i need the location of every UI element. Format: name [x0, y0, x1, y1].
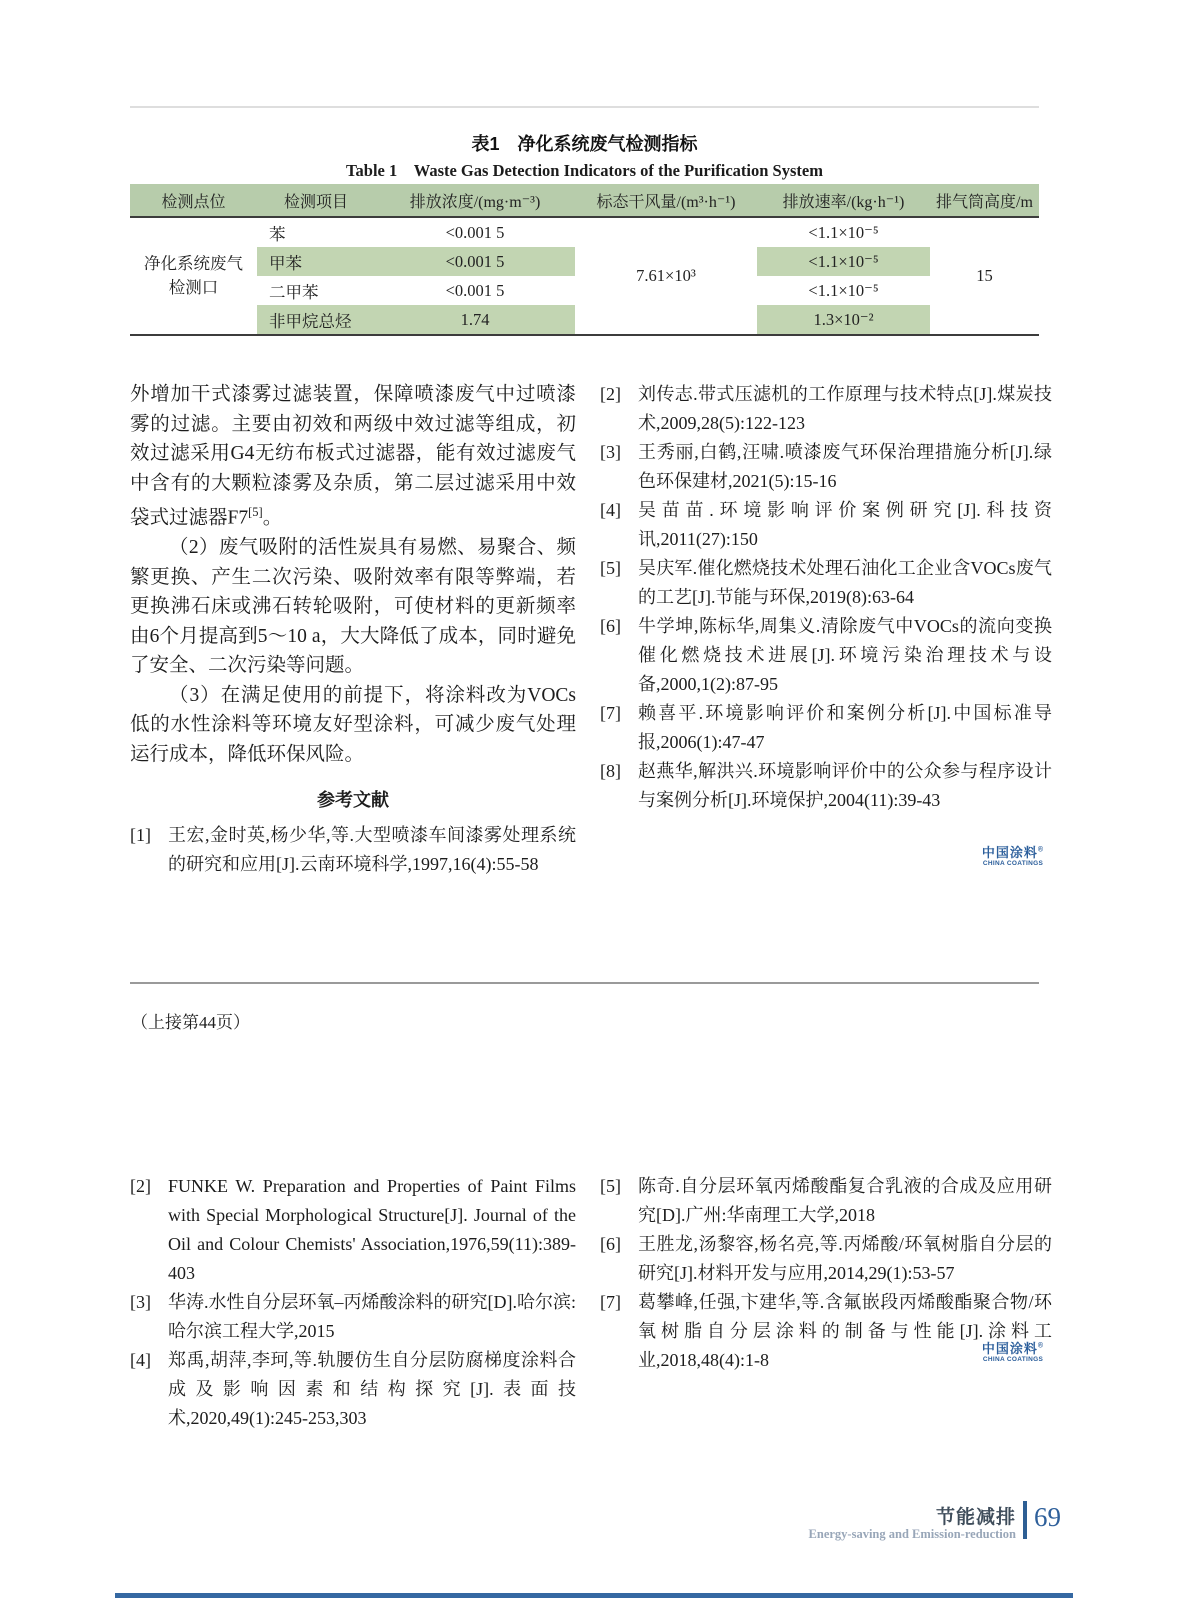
reference-item — [600, 554, 1052, 612]
china-coatings-logo — [978, 846, 1048, 867]
reference-number: [7] — [600, 1292, 621, 1312]
col-header-stack-height: 排气筒高度/m — [930, 184, 1039, 217]
cell-item: 苯 — [269, 224, 286, 244]
reference-item — [600, 1230, 1052, 1288]
col-header-item: 检测项目 — [257, 184, 375, 217]
cell-site: 净化系统废气检测口 — [130, 217, 257, 335]
reference-number: [5] — [600, 558, 621, 578]
reference-text: 陈奇.自分层环氧丙烯酸酯复合乳液的合成及应用研究[D].广州:华南理工大学,2018 — [638, 1176, 1052, 1225]
reference-item — [130, 1346, 576, 1433]
cell-stack-height: 15 — [930, 217, 1039, 335]
body-column-right — [600, 380, 1052, 815]
reference-number: [7] — [600, 703, 621, 723]
reference-number: [6] — [600, 616, 621, 636]
continuation-note: （上接第44页） — [131, 1013, 250, 1032]
reference-number: [4] — [130, 1350, 151, 1370]
cell-item: 非甲烷总烃 — [257, 305, 375, 335]
paragraph-text: 外增加干式漆雾过滤装置，保障喷漆废气中过喷漆雾的过滤。主要由初效和两级中效过滤等组成，初效过滤采用G4无纺布板式过滤器，能有效过滤废气中含有的大颗粒漆雾及杂质，第二层过滤采用中效袋式过滤器F7 — [130, 384, 576, 529]
cell-rate: <1.1×10⁻⁵ — [808, 280, 879, 300]
waste-gas-table — [130, 184, 1039, 336]
logo-text-zh-chars: 中国涂料 — [981, 845, 1038, 860]
china-coatings-logo — [978, 1342, 1048, 1363]
reference-item — [130, 1288, 576, 1346]
registered-mark-icon: ® — [1037, 846, 1045, 854]
cell-concentration: <0.001 5 — [445, 280, 505, 300]
reference-text: 葛攀峰,任强,卞建华,等.含氟嵌段丙烯酸酯聚合物/环氧树脂自分层涂料的制备与性能[J].涂料工业,2018,48(4):1-8 — [638, 1292, 1052, 1370]
continuation-column-left — [130, 1172, 576, 1433]
logo-text-zh — [978, 1342, 1048, 1356]
cell-concentration: <0.001 5 — [375, 247, 575, 276]
reference-number: [6] — [600, 1234, 621, 1254]
paragraph-text: 。 — [262, 507, 283, 529]
reference-number: [4] — [600, 500, 621, 520]
reference-text: 刘传志.带式压滤机的工作原理与技术特点[J].煤炭技术,2009,28(5):122-123 — [638, 384, 1052, 433]
reference-item — [600, 438, 1052, 496]
paragraph: （3）在满足使用的前提下，将涂料改为VOCs低的水性涂料等环境友好型涂料，可减少废气处理运行成本，降低环保风险。 — [130, 684, 576, 765]
reference-text: 郑禹,胡萍,李珂,等.轨腰仿生自分层防腐梯度涂料合成及影响因素和结构探究[J].表面技术,2020,49(1):245-253,303 — [168, 1350, 576, 1428]
page-number: 69 — [1034, 1502, 1061, 1532]
body-column-left — [130, 380, 576, 879]
top-divider — [130, 106, 1039, 108]
table-title-en: Table 1 Waste Gas Detection Indicators of the Purification System — [346, 161, 823, 180]
reference-item — [130, 1172, 576, 1288]
registered-mark-icon: ® — [1037, 1342, 1045, 1350]
logo-text-en: CHINA COATINGS — [982, 860, 1044, 868]
logo-text-en: CHINA COATINGS — [982, 1356, 1044, 1364]
cell-flow: 7.61×10³ — [575, 217, 757, 335]
reference-number: [1] — [130, 825, 151, 845]
reference-number: [8] — [600, 761, 621, 781]
reference-item — [600, 612, 1052, 699]
logo-text-zh — [978, 846, 1048, 860]
footer-section-title-zh: 节能减排 — [935, 1507, 1016, 1528]
reference-number: [3] — [600, 442, 621, 462]
reference-item — [600, 1172, 1052, 1230]
cell-concentration: <0.001 5 — [445, 222, 505, 242]
reference-number: [5] — [600, 1176, 621, 1196]
cell-rate: 1.3×10⁻² — [757, 305, 930, 335]
reference-item — [600, 380, 1052, 438]
reference-text: 王宏,金时英,杨少华,等.大型喷漆车间漆雾处理系统的研究和应用[J].云南环境科学,1997,16(4):55-58 — [168, 825, 576, 874]
logo-text-zh-chars: 中国涂料 — [981, 1341, 1038, 1356]
section-divider — [130, 982, 1039, 984]
reference-text: 牛学坤,陈标华,周集义.清除废气中VOCs的流向变换催化燃烧技术进展[J].环境污染治理技术与设备,2000,1(2):87-95 — [638, 616, 1052, 694]
table-row — [130, 217, 1039, 247]
col-header-site: 检测点位 — [130, 184, 257, 217]
citation-superscript: [5] — [248, 505, 263, 519]
table-header-row — [130, 184, 1039, 217]
bottom-accent-bar — [115, 1593, 1073, 1598]
reference-text: FUNKE W. Preparation and Properties of Paint Films with Special Morphological Structure[J]. Journal of the Oil and Colour Chemists' Association,1976,59(11):389-403 — [168, 1176, 576, 1283]
col-header-flow: 标态干风量/(m³·h⁻¹) — [575, 184, 757, 217]
reference-number: [2] — [130, 1176, 151, 1196]
col-header-rate: 排放速率/(kg·h⁻¹) — [757, 184, 930, 217]
cell-item: 二甲苯 — [269, 282, 319, 302]
reference-item — [600, 496, 1052, 554]
reference-text: 王秀丽,白鹤,汪啸.喷漆废气环保治理措施分析[J].绿色环保建材,2021(5):15-16 — [638, 442, 1052, 491]
reference-number: [3] — [130, 1292, 151, 1312]
table-title-zh: 表1 净化系统废气检测指标 — [471, 134, 698, 154]
reference-text: 王胜龙,汤黎容,杨名亮,等.丙烯酸/环氧树脂自分层的研究[J].材料开发与应用,2014,29(1):53-57 — [638, 1234, 1052, 1283]
reference-text: 赖喜平.环境影响评价和案例分析[J].中国标准导报,2006(1):47-47 — [638, 703, 1052, 752]
cell-rate: <1.1×10⁻⁵ — [808, 222, 879, 242]
reference-number: [2] — [600, 384, 621, 404]
reference-item — [600, 699, 1052, 757]
reference-item — [130, 821, 576, 879]
paragraph: （2）废气吸附的活性炭具有易燃、易聚合、频繁更换、产生二次污染、吸附效率有限等弊端，若更换沸石床或沸石转轮吸附，可使材料的更新频率由6个月提高到5～10 a，大大降低了成本，同时避免了安全、二次污染等问题。 — [130, 537, 576, 676]
paragraph — [130, 380, 576, 533]
reference-text: 赵燕华,解洪兴.环境影响评价中的公众参与程序设计与案例分析[J].环境保护,2004(11):39-43 — [638, 761, 1052, 810]
reference-text: 华涛.水性自分层环氧–丙烯酸涂料的研究[D].哈尔滨:哈尔滨工程大学,2015 — [168, 1292, 576, 1341]
cell-item: 甲苯 — [257, 247, 375, 276]
reference-text: 吴苗苗.环境影响评价案例研究[J].科技资讯,2011(27):150 — [638, 500, 1052, 549]
reference-text: 吴庆军.催化燃烧技术处理石油化工企业含VOCs废气的工艺[J].节能与环保,2019(8):63-64 — [638, 558, 1052, 607]
cell-concentration: 1.74 — [375, 305, 575, 335]
cell-rate: <1.1×10⁻⁵ — [757, 247, 930, 276]
reference-item — [600, 757, 1052, 815]
col-header-concentration: 排放浓度/(mg·m⁻³) — [375, 184, 575, 217]
footer-section-title-en: Energy-saving and Emission-reduction — [808, 1527, 1016, 1541]
footer-vertical-rule — [1023, 1501, 1027, 1539]
references-heading: 参考文献 — [317, 790, 389, 810]
